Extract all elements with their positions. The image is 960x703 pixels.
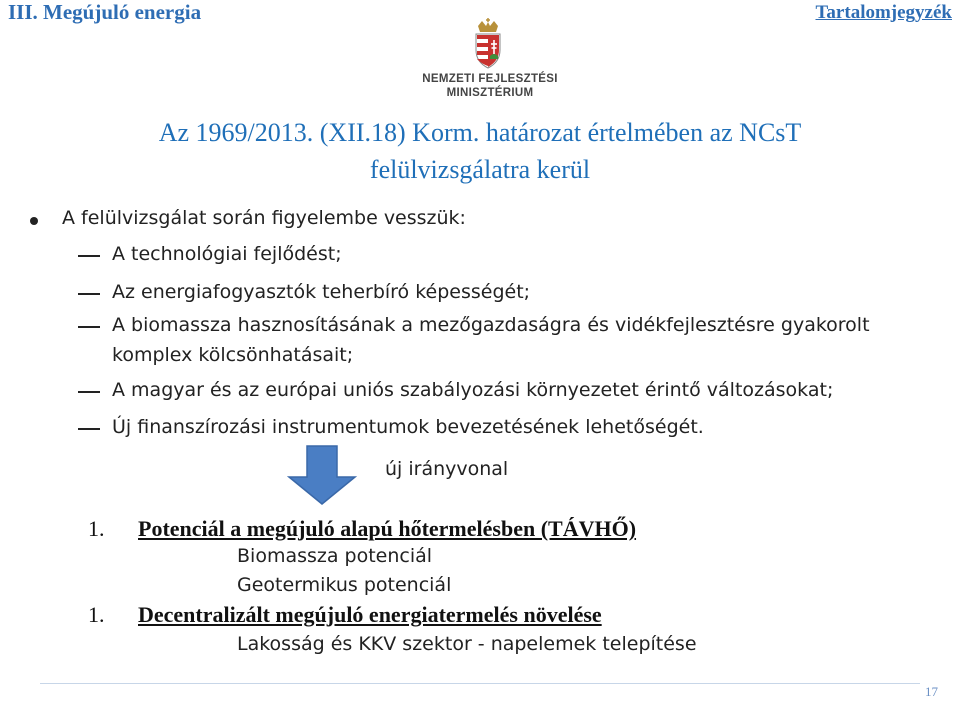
list-item: A magyar és az európai uniós szabályozási környezetet érintő változásokat; (112, 379, 834, 401)
down-arrow-icon (287, 445, 357, 505)
ministry-name (400, 72, 580, 100)
item-detail: Lakosság és KKV szektor - napelemek telepítése (237, 633, 697, 655)
section-title: III. Megújuló energia (8, 0, 202, 24)
page-number: 17 (925, 684, 938, 699)
bullet-dot (30, 217, 38, 225)
slide-title-line1: Az 1969/2013. (XII.18) Korm. határozat értelmében az NCsT (158, 118, 802, 147)
new-direction-label: új irányvonal (385, 458, 509, 480)
dash-icon (78, 428, 100, 430)
item-label: Decentralizált megújuló energiatermelés növelése (138, 602, 602, 627)
list-item: Az energiafogyasztók teherbíró képességét; (112, 281, 531, 303)
ministry-name-line2: MINISZTÉRIUM (446, 87, 534, 99)
footer-divider (40, 683, 920, 684)
list-item: A biomassza hasznosításának a mezőgazdaságra és vidékfejlesztésre gyakorolt (112, 314, 870, 336)
item-number: 1. (88, 602, 105, 627)
dash-icon (78, 255, 100, 257)
list-item: A technológiai fejlődést; (112, 243, 342, 265)
dash-icon (78, 391, 100, 393)
item-label: Potenciál a megújuló alapú hőtermelésben (TÁVHŐ) (138, 516, 637, 541)
item-detail: Geotermikus potenciál (237, 574, 452, 596)
dash-icon (78, 326, 100, 328)
ministry-name-line1: NEMZETI FEJLESZTÉSI (422, 73, 558, 85)
slide-title-line2: felülvizsgálatra kerül (369, 155, 591, 184)
dash-icon (78, 293, 100, 295)
bullet-text: A felülvizsgálat során figyelembe vesszük: (62, 207, 466, 229)
item-detail: Biomassza potenciál (237, 545, 433, 567)
item-number: 1. (88, 516, 105, 541)
list-item: Új finanszírozási instrumentumok bevezetésének lehetőségét. (112, 416, 704, 438)
toc-link[interactable]: Tartalomjegyzék (815, 2, 952, 23)
list-item-continuation: komplex kölcsönhatásait; (112, 344, 354, 366)
